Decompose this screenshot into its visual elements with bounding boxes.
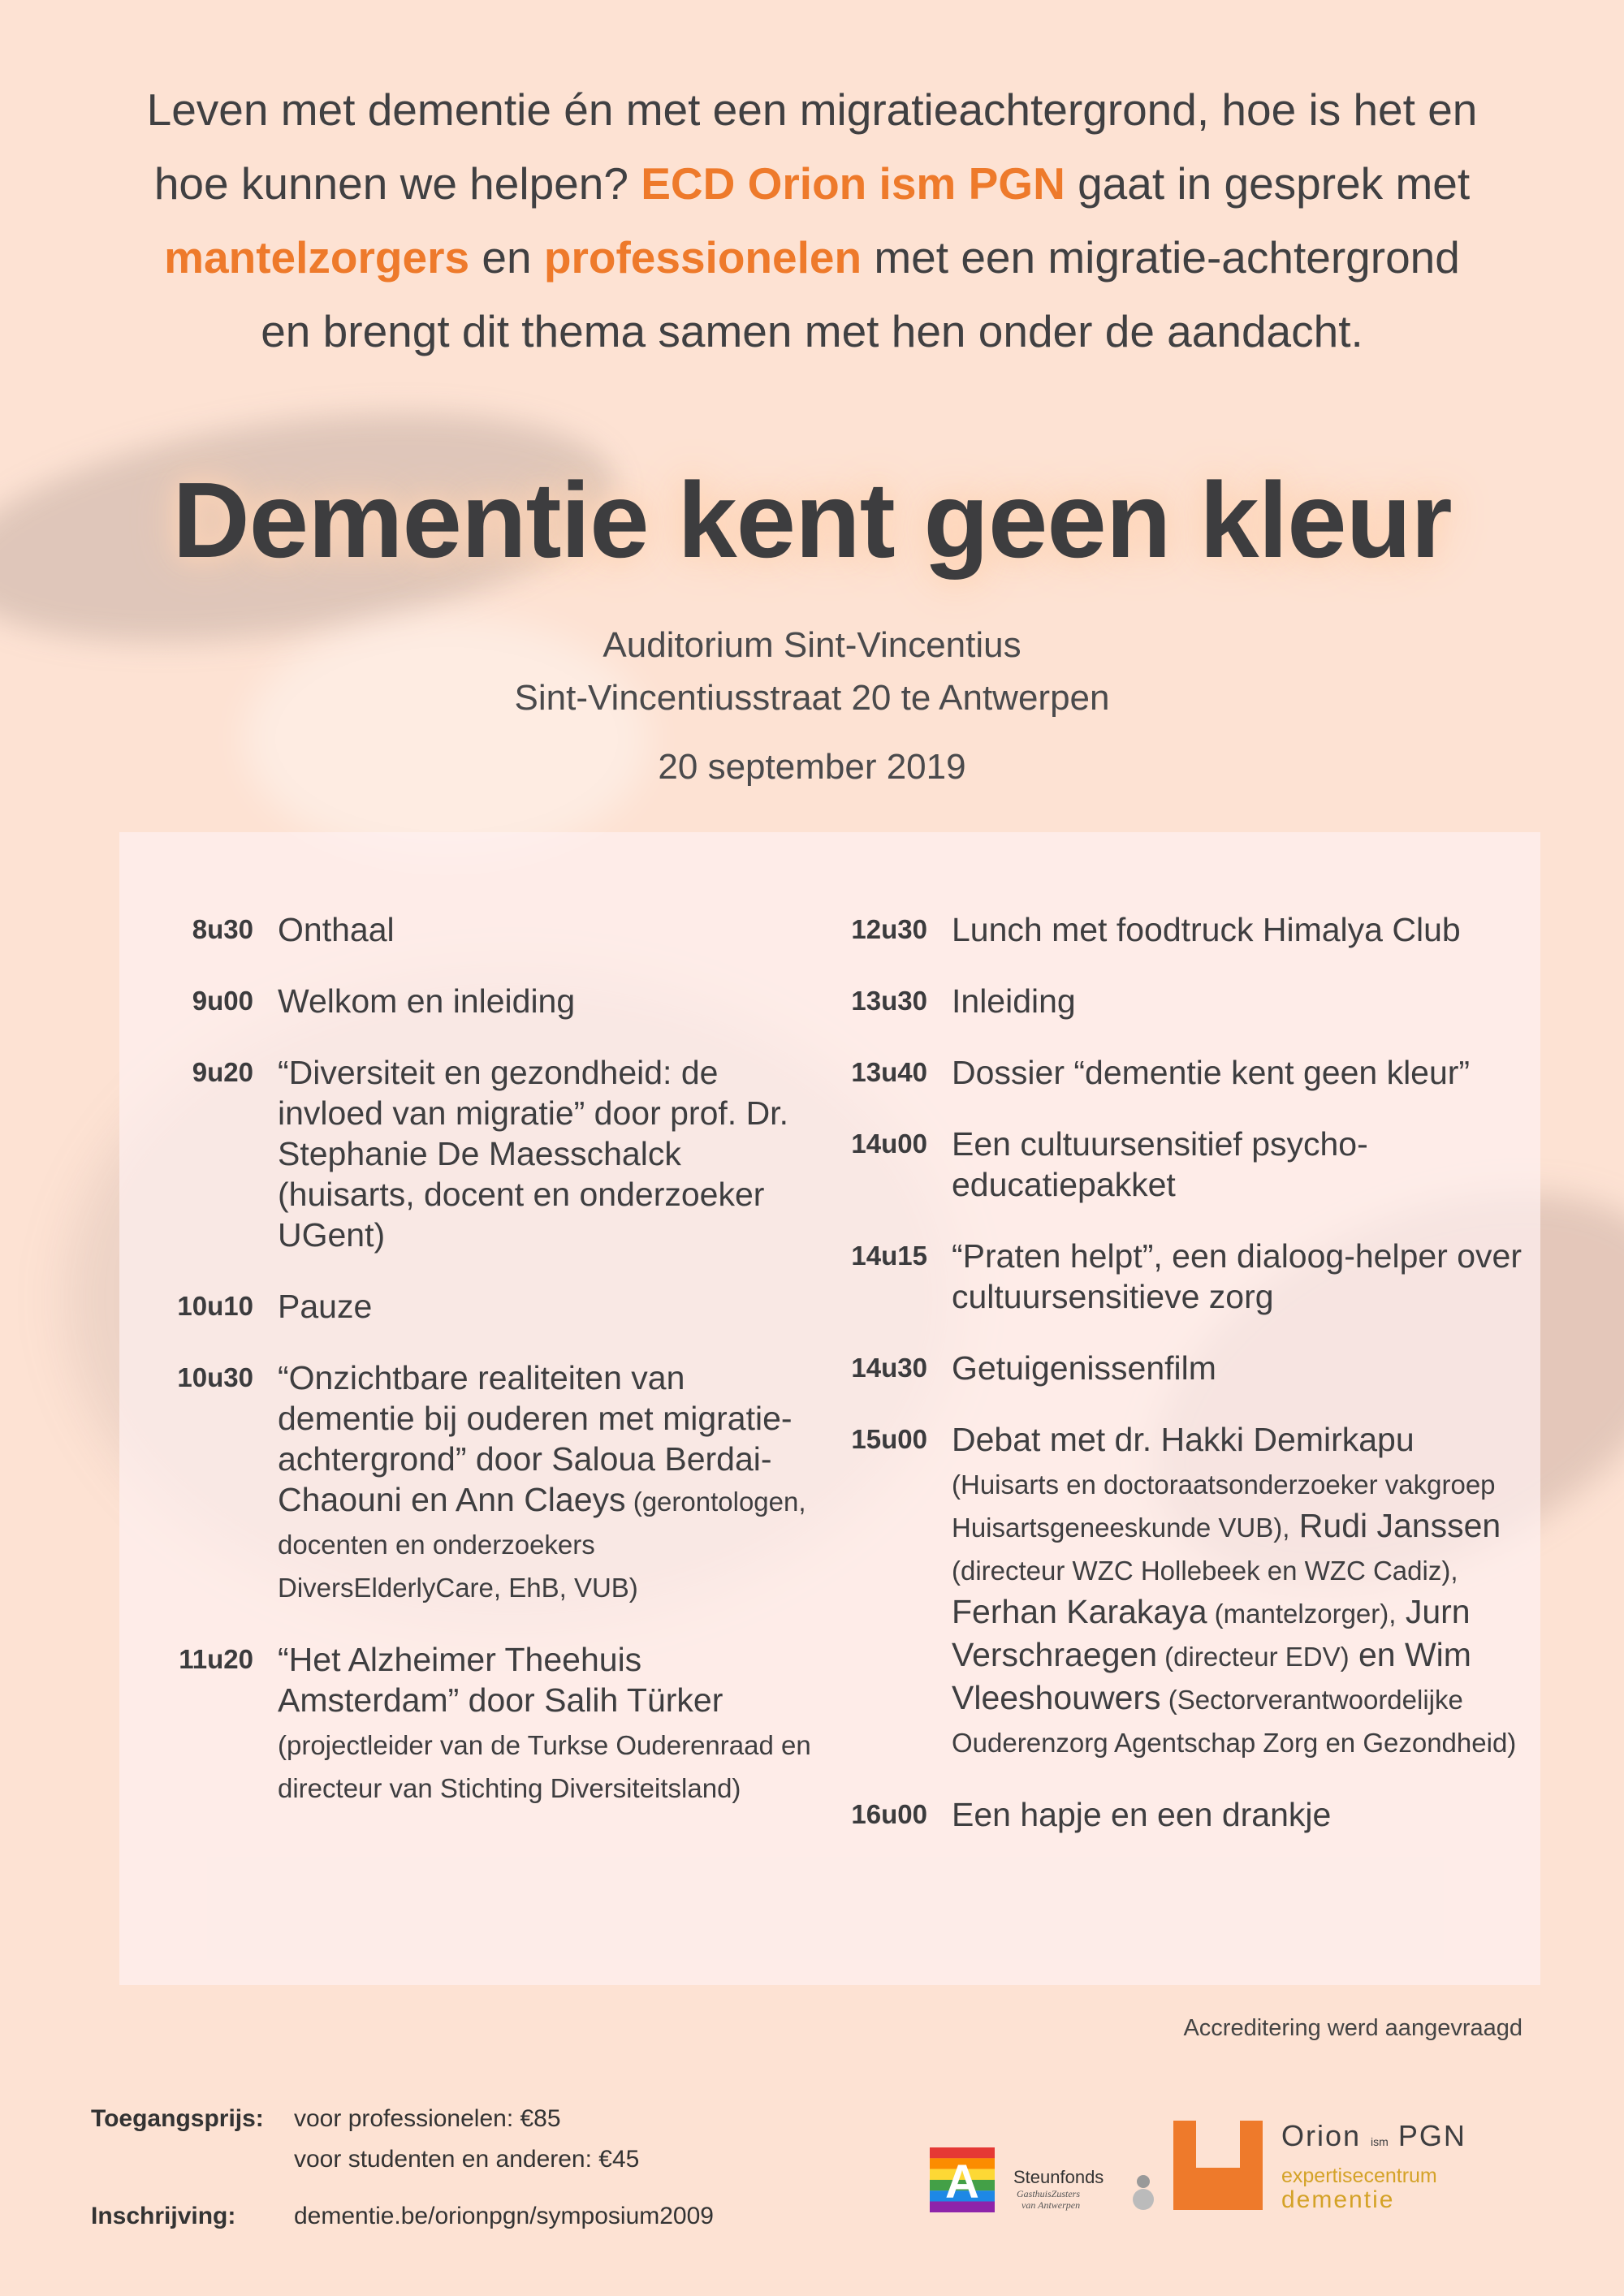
- program-title: Getuigenissenfilm: [952, 1349, 1216, 1387]
- program-title: Lunch met foodtruck Himalya Club: [952, 911, 1461, 948]
- program-text: [952, 1794, 1524, 1835]
- program-text: [278, 981, 826, 1021]
- price-professionals: voor professionelen: €85: [294, 2105, 561, 2132]
- steunfonds-text: Steunfonds: [1013, 2167, 1104, 2187]
- steunfonds-sub1: GasthuisZusters: [1017, 2188, 1081, 2199]
- program-title: “Het Alzheimer Theehuis Amsterdam” door Salih Türker: [278, 1641, 723, 1719]
- program-title: Een cultuursensitief psycho-educatiepakket: [952, 1125, 1368, 1203]
- program-time: 11u20: [179, 1644, 253, 1674]
- program-text: [952, 1348, 1524, 1388]
- antwerpen-a-logo: [930, 2147, 995, 2212]
- orion-subtitle: expertisecentrum: [1281, 2164, 1437, 2187]
- program-item: [826, 909, 1524, 950]
- program-title: Welkom en inleiding: [278, 982, 576, 1020]
- program-item: [152, 1639, 826, 1809]
- program-text: [952, 981, 1524, 1021]
- highlight-caregivers: mantelzorgers: [164, 232, 470, 283]
- program-time: 15u00: [851, 1424, 927, 1454]
- program-item: [826, 1052, 1524, 1093]
- program-time: 10u10: [177, 1291, 253, 1321]
- venue-name: Auditorium Sint-Vincentius: [603, 625, 1021, 665]
- program-time: 14u00: [851, 1129, 927, 1159]
- program-title: Pauze: [278, 1288, 373, 1325]
- program-time: 13u30: [851, 986, 927, 1016]
- program-item: [826, 1348, 1524, 1388]
- program-title: Een hapje en een drankje: [952, 1796, 1332, 1833]
- program-time: 9u20: [192, 1057, 253, 1087]
- event-date: 20 september 2019: [658, 747, 966, 787]
- orion-logo-mark: [1173, 2121, 1263, 2210]
- program-item: [826, 1236, 1524, 1317]
- program-time: 13u40: [851, 1057, 927, 1087]
- registration-label: Inschrijving:: [91, 2203, 236, 2229]
- program-detail: (Huisarts en doctoraatsonderzoeker vakgroep Huisartsgeneeskunde VUB),: [952, 1470, 1496, 1543]
- program-text: [278, 1052, 826, 1255]
- program-time: 9u00: [192, 986, 253, 1016]
- program-title: Inleiding: [952, 982, 1076, 1020]
- program-time: 8u30: [192, 914, 253, 944]
- program-item: [152, 981, 826, 1021]
- program-speaker: Debat met dr. Hakki Demirkapu: [952, 1421, 1415, 1458]
- program-item: [826, 981, 1524, 1021]
- program-text: [278, 1639, 826, 1809]
- program-time: 14u15: [851, 1241, 927, 1271]
- program-detail: (directeur EDV): [1157, 1642, 1350, 1672]
- program-time: 12u30: [851, 914, 927, 944]
- program-speaker: Ferhan Karakaya: [952, 1593, 1207, 1630]
- program-title: “Praten helpt”, een dialoog-helper over cultuursensitieve zorg: [952, 1237, 1522, 1315]
- program-speaker: Rudi Janssen: [1289, 1507, 1501, 1544]
- program-title: Dossier “dementie kent geen kleur”: [952, 1054, 1471, 1091]
- program-time: 14u30: [851, 1353, 927, 1383]
- orion-name: Orion ism PGN: [1281, 2119, 1466, 2152]
- program-speaker: Jurn Verschraegen: [952, 1593, 1471, 1673]
- program-item: [826, 1419, 1524, 1763]
- highlight-professionals: professionelen: [543, 232, 862, 283]
- program-title: “Onzichtbare realiteiten van dementie bij ouderen met migratie-achtergrond” door Saloua Berdai-Chaouni en Ann Claeys: [278, 1359, 793, 1518]
- program-text: [278, 1357, 826, 1608]
- program-column-morning: [152, 909, 826, 1840]
- program-time: 16u00: [851, 1799, 927, 1829]
- program-speaker: en Wim Vleeshouwers: [952, 1636, 1471, 1716]
- a-letter: A: [945, 2156, 979, 2208]
- program-item: [152, 1052, 826, 1255]
- venue-address: Sint-Vincentiusstraat 20 te Antwerpen: [514, 678, 1110, 718]
- steunfonds-logo: [1013, 2164, 1160, 2212]
- page-title: Dementie kent geen kleur: [172, 460, 1452, 580]
- program-text: [952, 909, 1524, 950]
- program-detail: (gerontologen, docenten en onderzoekers DiversElderlyCare, EhB, VUB): [278, 1487, 806, 1603]
- program-item: [826, 1794, 1524, 1835]
- program-text: [278, 909, 826, 950]
- program-detail: (mantelzorger),: [1207, 1599, 1397, 1629]
- program-time: 10u30: [177, 1362, 253, 1392]
- price-label: Toegangsprijs:: [91, 2105, 264, 2132]
- program-text: [952, 1419, 1524, 1763]
- program-item: [826, 1124, 1524, 1205]
- steunfonds-sub2: van Antwerpen: [1021, 2199, 1081, 2211]
- program-column-afternoon: [826, 909, 1524, 1866]
- program-text: [952, 1052, 1524, 1093]
- program-text: [952, 1124, 1524, 1205]
- program-title: Onthaal: [278, 911, 395, 948]
- orion-dementie: dementie: [1281, 2186, 1395, 2213]
- registration-link[interactable]: dementie.be/orionpgn/symposium2009: [294, 2203, 714, 2229]
- program-text: [278, 1286, 826, 1327]
- program-detail: (projectleider van de Turkse Ouderenraad en directeur van Stichting Diversiteitsland): [278, 1730, 811, 1803]
- price-students: voor studenten en anderen: €45: [294, 2146, 640, 2173]
- intro-paragraph: Leven met dementie én met een migratieachtergrond, hoe is het en hoe kunnen we helpen? ECD Orion ism PGN gaat in gesprek met mantelzorgers en professionelen met een migratie-achtergrond en brengt dit thema samen met hen onder de aandacht.: [146, 84, 1478, 356]
- accreditation-note: Accreditering werd aangevraagd: [1183, 2015, 1522, 2041]
- program-item: [152, 909, 826, 950]
- program-detail: (Sectorverantwoordelijke Ouderenzorg Agentschap Zorg en Gezondheid): [952, 1685, 1517, 1758]
- program-detail: (directeur WZC Hollebeek en WZC Cadiz),: [952, 1556, 1458, 1586]
- program-text: [952, 1236, 1524, 1317]
- program-item: [152, 1357, 826, 1608]
- program-panel: [119, 832, 1540, 1985]
- highlight-organizer: ECD Orion ism PGN: [641, 158, 1065, 209]
- program-item: [152, 1286, 826, 1327]
- program-title: “Diversiteit en gezondheid: de invloed van migratie” door prof. Dr. Stephanie De Maesschalck (huisarts, docent en onderzoeker UGent): [278, 1054, 788, 1254]
